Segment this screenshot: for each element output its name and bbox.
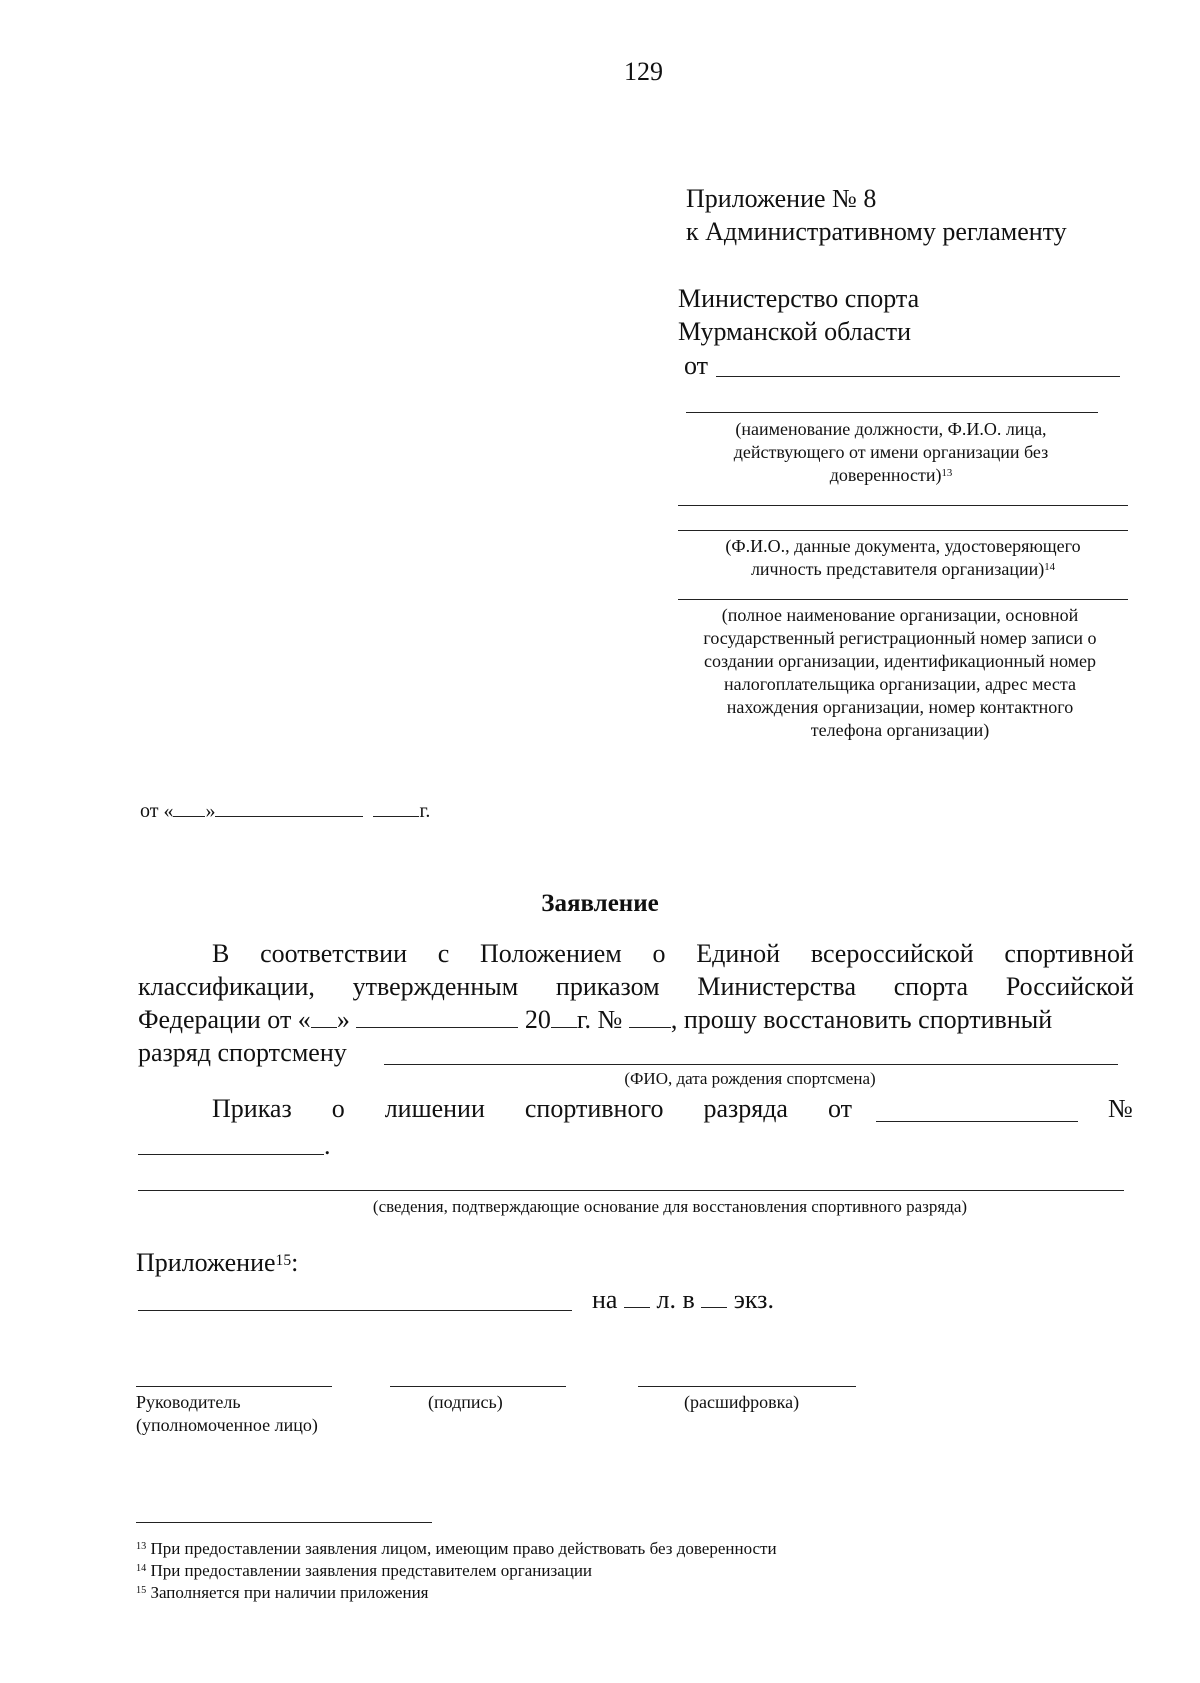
month-blank bbox=[215, 794, 363, 817]
copies-blank bbox=[701, 1285, 727, 1308]
order-date-line bbox=[876, 1121, 1078, 1122]
footnote-14: $^{14}$ При предоставлении заявления представителем организации bbox=[136, 1561, 593, 1580]
sheets-blank bbox=[624, 1285, 650, 1308]
restore-note: (сведения, подтверждающие основание для восстановления спортивного разряда) bbox=[372, 1197, 968, 1216]
year-blank bbox=[373, 794, 419, 817]
footnote-separator bbox=[136, 1522, 432, 1523]
organization-note: (полное наименование организации, основной государственный регистрационный номер записи о создании организации, идентификационный номер налогоплательщика организации, адрес места нахождения организации, номер контактного телефона организации) bbox=[703, 605, 1097, 740]
representative-field-line-1 bbox=[678, 505, 1128, 506]
decode-signature-line bbox=[638, 1386, 856, 1387]
attachment-quantity: на л. в экз. bbox=[592, 1285, 774, 1314]
footnote-15: $^{15}$ Заполняется при наличии приложения bbox=[136, 1583, 429, 1602]
organization-field-line bbox=[678, 599, 1128, 600]
appendix-subtitle: к Административному регламенту bbox=[686, 217, 1067, 246]
head-label: Руководитель (уполномоченное лицо) bbox=[136, 1392, 318, 1435]
position-field-line bbox=[686, 412, 1098, 413]
footnote-13: $^{13}$ При предоставлении заявления лицом, имеющим право действовать без доверенности bbox=[136, 1539, 777, 1558]
date-line: от « » г. bbox=[140, 794, 430, 824]
order-number-sign: № bbox=[1108, 1094, 1133, 1123]
representative-note: (Ф.И.О., данные документа, удостоверяющего личность представителя организации)$^{14}$ bbox=[725, 536, 1081, 579]
footnote-ref-14: 14 bbox=[1044, 561, 1056, 573]
order-end: . bbox=[324, 1131, 331, 1160]
head-signature-line bbox=[136, 1386, 332, 1387]
order-number-blank bbox=[629, 1005, 671, 1028]
attachment-field-line bbox=[138, 1310, 572, 1311]
paragraph-1-line-1: В соответствии с Положением о Единой всероссийской спортивной bbox=[212, 939, 1134, 968]
from-field-line bbox=[716, 376, 1120, 377]
order-line: Приказ о лишении спортивного разряда от bbox=[212, 1094, 852, 1123]
paragraph-1-line-2: классификации, утвержденным приказом Министерства спорта Российской bbox=[138, 972, 1134, 1001]
sign-label: (подпись) bbox=[428, 1392, 503, 1412]
day-blank bbox=[173, 794, 205, 817]
document-title: Заявление bbox=[541, 890, 659, 917]
order-number-line bbox=[138, 1154, 324, 1155]
paragraph-1-line-3: Федерации от « » 20 г. № , прошу восстановить спортивный bbox=[138, 1005, 1053, 1034]
order-day-blank bbox=[311, 1005, 337, 1028]
footnote-ref-13: 13 bbox=[941, 467, 953, 479]
athlete-field-line bbox=[384, 1064, 1118, 1065]
footnotes bbox=[136, 1538, 777, 1604]
representative-field-line-2 bbox=[678, 530, 1128, 531]
signature-line bbox=[390, 1386, 566, 1387]
order-month-blank bbox=[356, 1005, 518, 1028]
addressee-line-2: Мурманской области bbox=[678, 317, 911, 346]
athlete-note: (ФИО, дата рождения спортсмена) bbox=[624, 1069, 876, 1088]
attachment-label: Приложение$^{15}$: bbox=[136, 1248, 299, 1277]
appendix-title: Приложение № 8 bbox=[686, 184, 877, 213]
addressee-line-1: Министерство спорта bbox=[678, 284, 920, 313]
from-label: от bbox=[684, 351, 709, 380]
position-note: (наименование должности, Ф.И.О. лица, действующего от имени организации без доверенности)$^{13}$ bbox=[733, 419, 1049, 485]
restore-field-line bbox=[138, 1190, 1124, 1191]
decode-label: (расшифровка) bbox=[684, 1392, 800, 1412]
footnote-ref-15: 15 bbox=[275, 1252, 292, 1269]
paragraph-1-line-4: разряд спортсмену bbox=[138, 1038, 347, 1067]
page-number: 129 bbox=[624, 57, 663, 86]
order-year-blank bbox=[551, 1005, 577, 1028]
